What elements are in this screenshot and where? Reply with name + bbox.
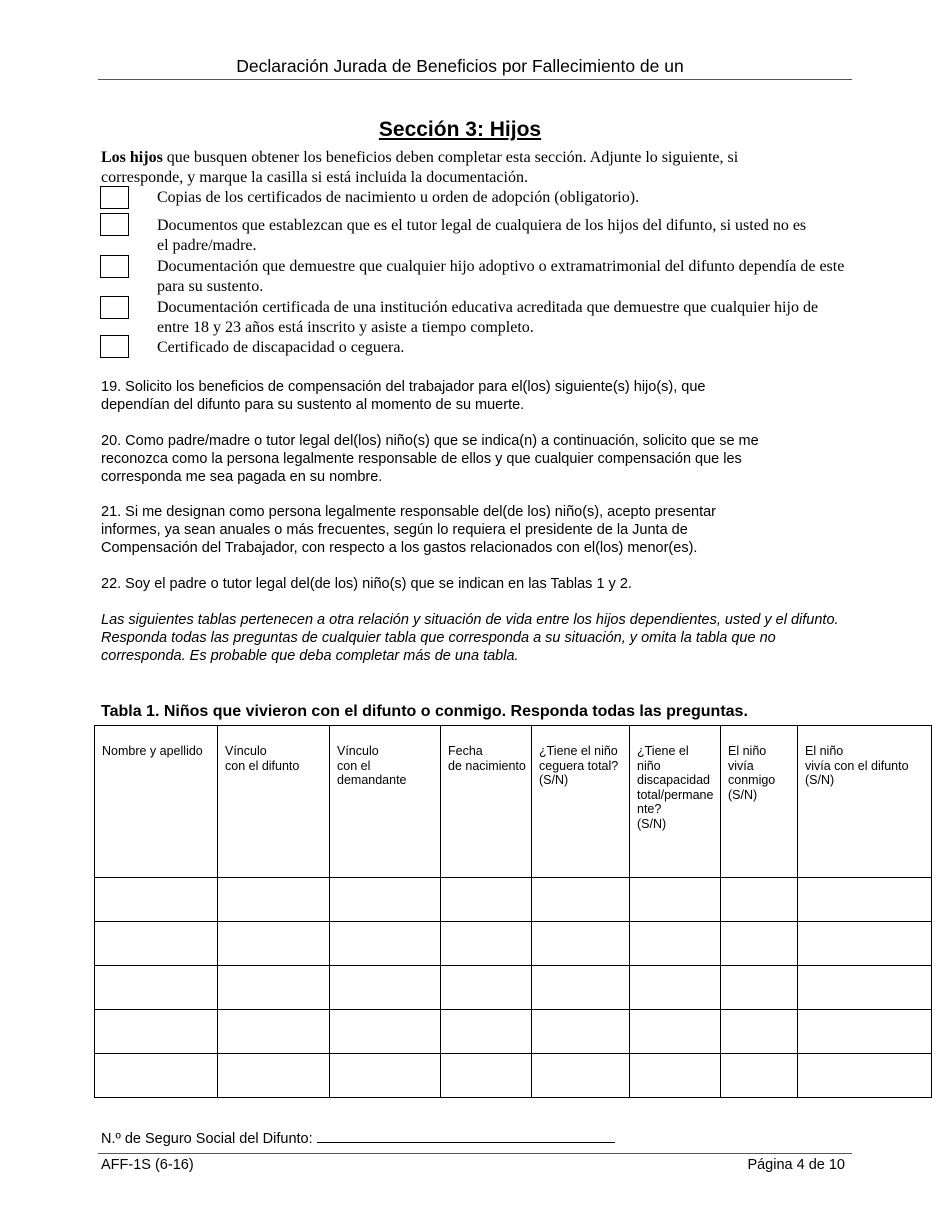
table-cell[interactable] xyxy=(798,922,932,966)
table-cell[interactable] xyxy=(441,1054,532,1098)
document-header: Declaración Jurada de Beneficios por Fallecimiento de un xyxy=(236,56,684,76)
table-cell[interactable] xyxy=(218,1054,330,1098)
header-divider xyxy=(98,79,852,80)
table-cell[interactable] xyxy=(441,878,532,922)
table-cell[interactable] xyxy=(218,966,330,1010)
table-cell[interactable] xyxy=(218,922,330,966)
footer-divider xyxy=(98,1153,852,1154)
table-cell[interactable] xyxy=(441,966,532,1010)
checkbox-label-dependency-proof: Documentación que demuestre que cualquier hijo adoptivo o extramatrimonial del difunto dependía de este para su sustento. xyxy=(157,258,845,295)
table-cell[interactable] xyxy=(95,966,218,1010)
table-cell[interactable] xyxy=(532,878,630,922)
col-header-name: Nombre y apellido xyxy=(95,726,218,878)
checkbox-disability-certificate[interactable] xyxy=(100,335,129,358)
table-cell[interactable] xyxy=(721,966,798,1010)
form-code: AFF-1S (6-16) xyxy=(101,1157,194,1173)
table-cell[interactable] xyxy=(330,1010,441,1054)
intro-text: que busquen obtener los beneficios deben completar esta sección. Adjunte lo siguiente, si corresponde, y marque la casilla si está incluida la documentación. xyxy=(101,149,739,186)
col-header-relation-claimant: Vínculo con el demandante xyxy=(330,726,441,878)
checkbox-label-school-enrollment: Documentación certificada de una institución educativa acreditada que demuestre que cualquier hijo de entre 18 y 23 años está inscrito y asiste a tiempo completo. xyxy=(157,299,819,336)
table-cell[interactable] xyxy=(532,966,630,1010)
table-cell[interactable] xyxy=(441,922,532,966)
table-row xyxy=(95,922,932,966)
table-row xyxy=(95,878,932,922)
table-cell[interactable] xyxy=(630,1054,721,1098)
table-cell[interactable] xyxy=(630,966,721,1010)
table-cell[interactable] xyxy=(721,922,798,966)
table-cell[interactable] xyxy=(330,922,441,966)
col-header-blindness: ¿Tiene el niño ceguera total? (S/N) xyxy=(532,726,630,878)
table-row xyxy=(95,966,932,1010)
section-title: Sección 3: Hijos xyxy=(378,118,542,141)
checkbox-label-disability-certificate: Certificado de discapacidad o ceguera. xyxy=(157,339,405,356)
table-cell[interactable] xyxy=(721,878,798,922)
ssn-field xyxy=(101,1129,615,1147)
table-cell[interactable] xyxy=(95,1054,218,1098)
paragraph-21: 21. Si me designan como persona legalmente responsable del(de los) niño(s), acepto presentar informes, ya sean anuales o más frecuentes, según lo requiera el presidente de la Junta de Compensación del Trabajador, con respecto a los gastos relacionados con el(los) menor(es). xyxy=(101,504,716,556)
table-cell[interactable] xyxy=(330,966,441,1010)
table1 xyxy=(94,725,932,1098)
table1-header-row xyxy=(95,726,932,878)
table-cell[interactable] xyxy=(218,878,330,922)
checkbox-birth-certificates[interactable] xyxy=(100,186,129,209)
table-cell[interactable] xyxy=(330,1054,441,1098)
checkbox-dependency-proof[interactable] xyxy=(100,255,129,278)
section-intro xyxy=(101,148,821,188)
col-header-lived-with-me: El niño vivía conmigo (S/N) xyxy=(721,726,798,878)
intro-bold-lead: Los hijos xyxy=(101,149,163,166)
table-cell[interactable] xyxy=(721,1010,798,1054)
table-cell[interactable] xyxy=(532,1054,630,1098)
table-cell[interactable] xyxy=(798,1054,932,1098)
table-cell[interactable] xyxy=(330,878,441,922)
table-cell[interactable] xyxy=(95,922,218,966)
table1-title: Tabla 1. Niños que vivieron con el difunto o conmigo. Responda todas las preguntas. xyxy=(101,703,748,720)
table-cell[interactable] xyxy=(532,922,630,966)
table-cell[interactable] xyxy=(798,878,932,922)
paragraph-20: 20. Como padre/madre o tutor legal del(los) niño(s) que se indica(n) a continuación, solicito que se me reconozca como la persona legalmente responsable de ellos y que cualquier compensación que les corresponda me sea pagada en su nombre. xyxy=(101,433,759,485)
table-cell[interactable] xyxy=(95,1010,218,1054)
table-cell[interactable] xyxy=(798,966,932,1010)
checkbox-legal-guardian[interactable] xyxy=(100,213,129,236)
table-row xyxy=(95,1010,932,1054)
checkbox-label-legal-guardian: Documentos que establezcan que es el tutor legal de cualquiera de los hijos del difunto, si usted no es el padre/madre. xyxy=(157,217,807,254)
paragraph-19: 19. Solicito los beneficios de compensación del trabajador para el(los) siguiente(s) hijo(s), que dependían del difunto para su sustento al momento de su muerte. xyxy=(101,379,706,413)
col-header-disability: ¿Tiene el niño discapacidad total/permane nte? (S/N) xyxy=(630,726,721,878)
table-cell[interactable] xyxy=(95,878,218,922)
table-cell[interactable] xyxy=(441,1010,532,1054)
table-cell[interactable] xyxy=(630,1010,721,1054)
table-cell[interactable] xyxy=(630,878,721,922)
checkbox-school-enrollment[interactable] xyxy=(100,296,129,319)
paragraph-22: 22. Soy el padre o tutor legal del(de los) niño(s) que se indican en las Tablas 1 y 2. xyxy=(101,576,632,592)
col-header-relation-deceased: Vínculo con el difunto xyxy=(218,726,330,878)
table-cell[interactable] xyxy=(630,922,721,966)
table-cell[interactable] xyxy=(798,1010,932,1054)
table-cell[interactable] xyxy=(532,1010,630,1054)
ssn-label: N.º de Seguro Social del Difunto: xyxy=(101,1131,313,1147)
page-number: Página 4 de 10 xyxy=(747,1157,845,1173)
col-header-birth-date: Fecha de nacimiento xyxy=(441,726,532,878)
table-cell[interactable] xyxy=(721,1054,798,1098)
table-cell[interactable] xyxy=(218,1010,330,1054)
tables-instructions: Las siguientes tablas pertenecen a otra relación y situación de vida entre los hijos dependientes, usted y el difunto. Responda todas las preguntas de cualquier tabla que corresponda a su situación, y omita la tabla que no corresponda. Es probable que deba completar más de una tabla. xyxy=(101,612,839,664)
col-header-lived-with-deceased: El niño vivía con el difunto (S/N) xyxy=(798,726,932,878)
ssn-input-line[interactable] xyxy=(317,1129,615,1143)
checkbox-label-birth-certificates: Copias de los certificados de nacimiento u orden de adopción (obligatorio). xyxy=(157,189,640,206)
table-row xyxy=(95,1054,932,1098)
